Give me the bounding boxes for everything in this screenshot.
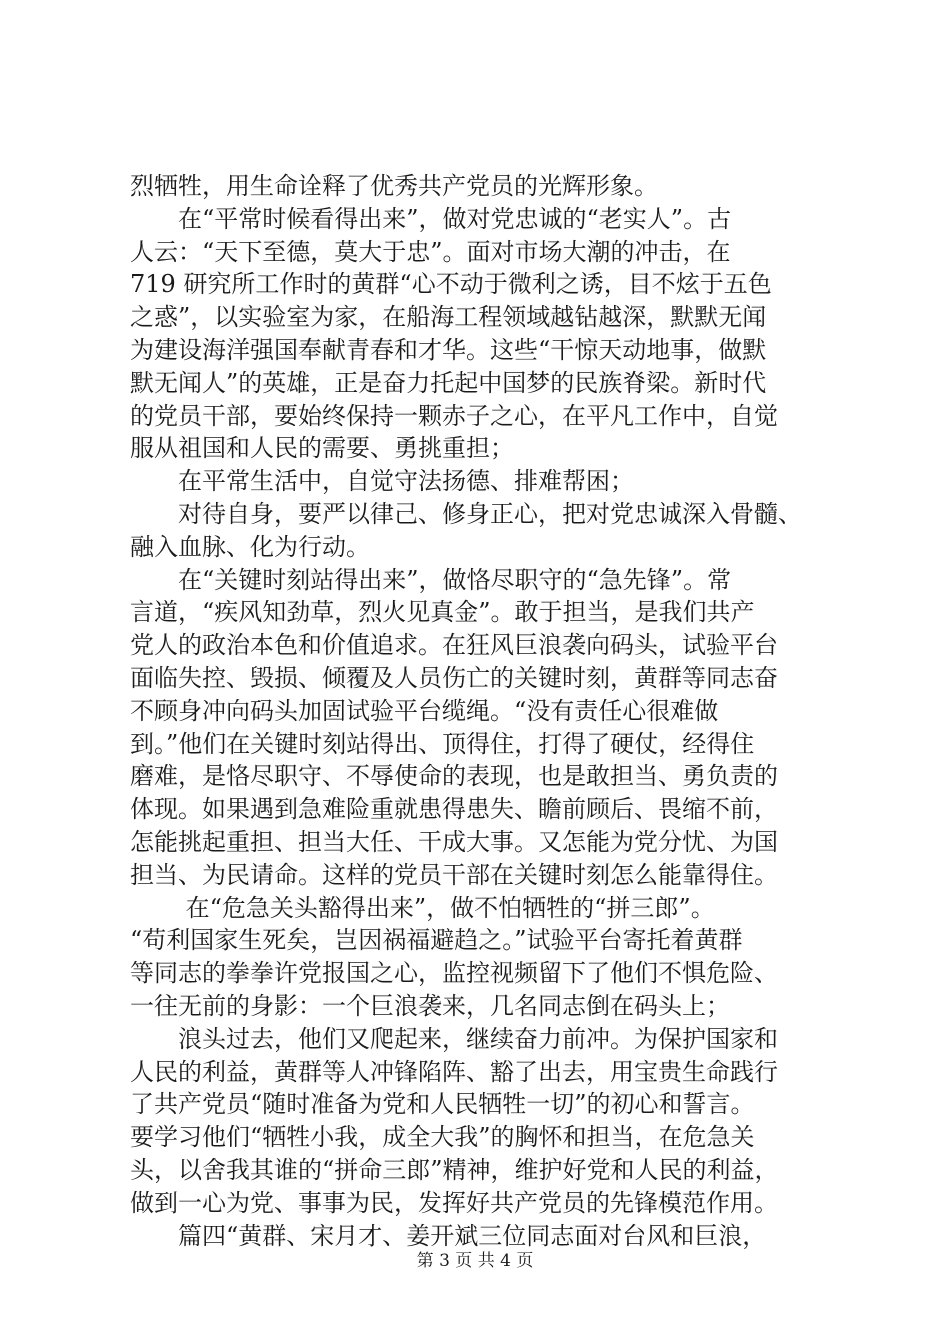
text-line: 服从祖国和人民的需要、勇挑重担； — [130, 434, 514, 463]
page-number-label: 第 3 页 共 4 页 — [416, 1251, 534, 1271]
text-line: 要学习他们“牺牲小我，成全大我”的胸怀和担当，在危急关 — [130, 1123, 755, 1152]
text-line: 默无闻人”的英雄，正是奋力托起中国梦的民族脊梁。新时代 — [130, 368, 767, 397]
text-line: 对待自身，要严以律己、修身正心，把对党忠诚深入骨髓、 — [130, 499, 802, 528]
text-line: 在“平常时候看得出来”，做对党忠诚的“老实人”。古 — [130, 204, 732, 233]
text-line: 到。”他们在关键时刻站得出、顶得住，打得了硬仗，经得住 — [130, 729, 755, 758]
text-line: 怎能挑起重担、担当大任、干成大事。又怎能为党分忧、为国 — [130, 827, 778, 856]
text-line: 言道，“疾风知劲草，烈火见真金”。敢于担当，是我们共产 — [130, 598, 755, 627]
text-line: 浪头过去，他们又爬起来，继续奋力前冲。为保护国家和 — [130, 1024, 778, 1053]
text-line: 担当、为民请命。这样的党员干部在关键时刻怎么能靠得住。 — [130, 860, 778, 889]
text-line: 了共产党员“随时准备为党和人民牺牲一切”的初心和誓言。 — [130, 1090, 755, 1119]
text-line: 体现。如果遇到急难险重就患得患失、瞻前顾后、畏缩不前， — [130, 795, 778, 824]
text-line: 党人的政治本色和价值追求。在狂风巨浪袭向码头，试验平台 — [130, 631, 778, 660]
text-line: 等同志的拳拳许党报国之心，监控视频留下了他们不惧危险、 — [130, 959, 778, 988]
text-line: 烈牺牲，用生命诠释了优秀共产党员的光辉形象。 — [130, 172, 658, 200]
text-line: 人民的利益，黄群等人冲锋陷阵、豁了出去，用宝贵生命践行 — [130, 1057, 778, 1086]
text-line: 头，以舍我其谁的“拼命三郎”精神，维护好党和人民的利益， — [130, 1155, 779, 1184]
text-line: 719 研究所工作时的黄群“心不动于微利之诱，目不炫于五色 — [130, 270, 772, 299]
text-line: 做到一心为党、事事为民，发挥好共产党员的先锋模范作用。 — [130, 1188, 778, 1217]
text-line: 不顾身冲向码头加固试验平台缆绳。“没有责任心很难做 — [130, 696, 719, 725]
text-line: 之惑”，以实验室为家，在船海工程领域越钻越深，默默无闻 — [130, 303, 767, 332]
text-line: 人云：“天下至德，莫大于忠”。面对市场大潮的冲击，在 — [130, 237, 731, 266]
text-line: 在平常生活中，自觉守法扬德、排难帮困； — [130, 467, 634, 496]
text-line: 为建设海洋强国奉献青春和才华。这些“干惊天动地事，做默 — [130, 335, 767, 364]
text-line: 的党员干部，要始终保持一颗赤子之心，在平凡工作中，自觉 — [130, 401, 778, 430]
text-line: 融入血脉、化为行动。 — [130, 532, 370, 561]
text-line: 一往无前的身影：一个巨浪袭来，几名同志倒在码头上； — [130, 991, 730, 1020]
text-line: 面临失控、毁损、倾覆及人员伤亡的关键时刻，黄群等同志奋 — [130, 663, 778, 692]
text-line: 磨难，是恪尽职守、不辱使命的表现，也是敢担当、勇负责的 — [130, 762, 778, 791]
text-line: “苟利国家生死矣，岂因祸福避趋之。”试验平台寄托着黄群 — [130, 926, 743, 955]
document-body — [130, 170, 830, 1252]
page-footer — [0, 1246, 950, 1271]
text-line: 在“危急关头豁得出来”，做不怕牺牲的“拼三郎”。 — [130, 893, 715, 922]
text-line: 篇四“黄群、宋月才、姜开斌三位同志面对台风和巨浪， — [130, 1221, 767, 1250]
text-line: 在“关键时刻站得出来”，做恪尽职守的“急先锋”。常 — [130, 565, 732, 594]
